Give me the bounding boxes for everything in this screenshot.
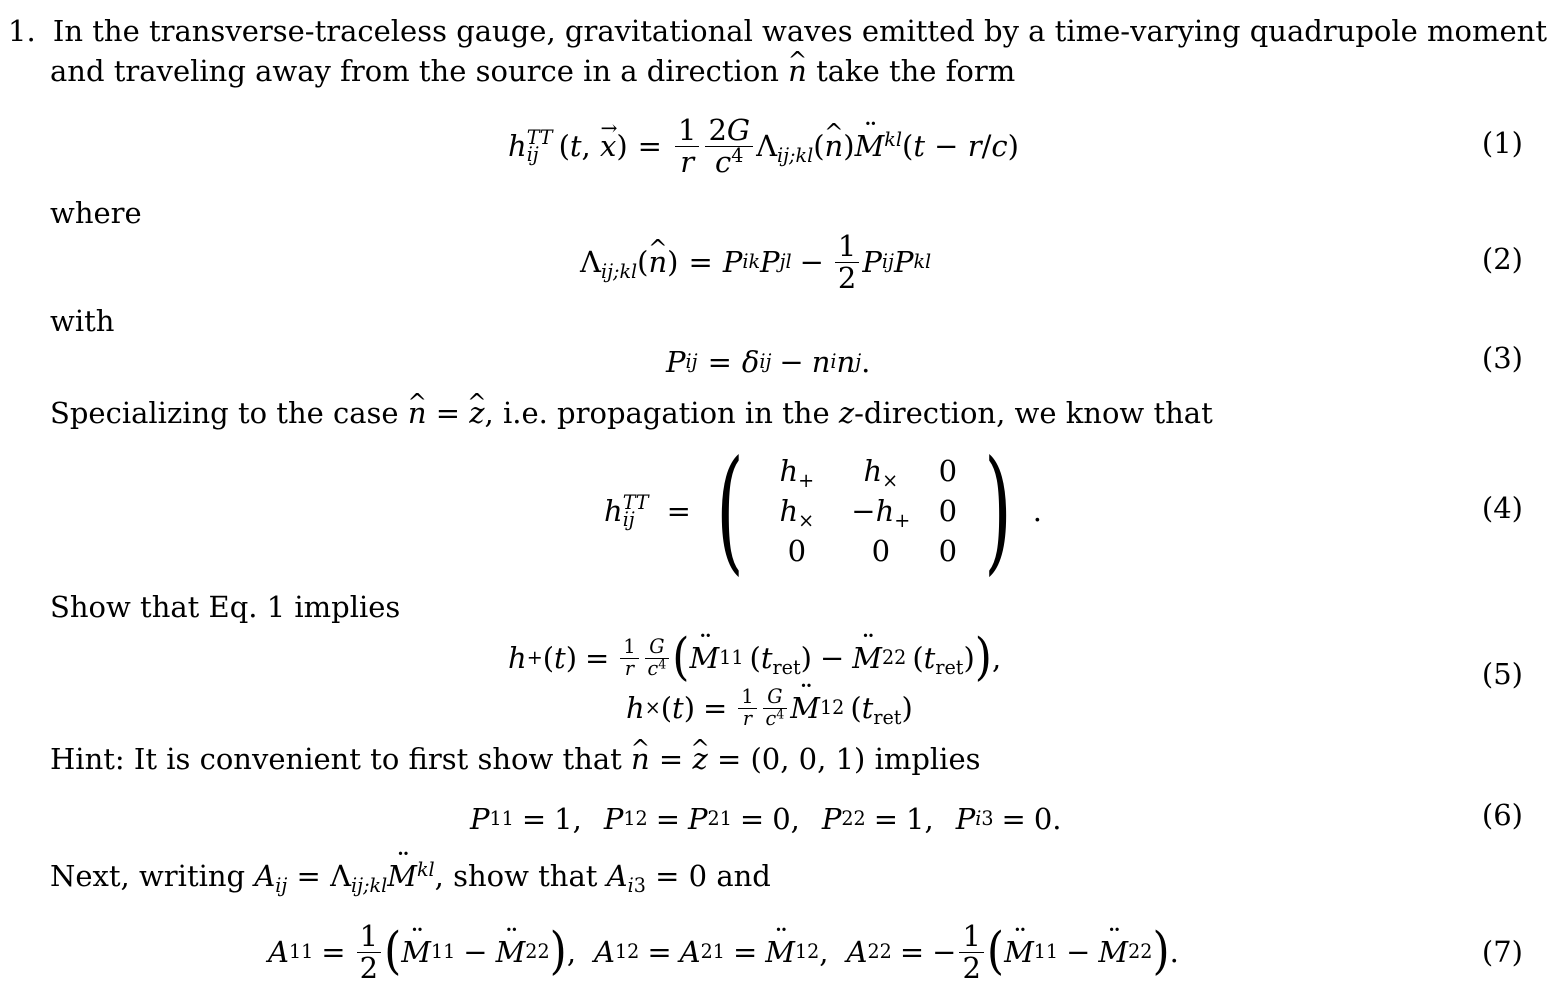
problem-number: 1. xyxy=(8,14,36,48)
next-part-1: Next, writing xyxy=(50,859,246,893)
intro-line-2b: take the form xyxy=(816,54,1016,88)
hint-text: Hint: It is convenient to first show that ^ n = ^ z = (0, 0, 1) implies xyxy=(50,739,981,779)
hint-part-2: implies xyxy=(874,742,981,776)
equation-number-4: (4) xyxy=(1481,491,1523,525)
equation-number-5: (5) xyxy=(1481,657,1523,691)
equation-5-line-2: h × ( t ) = $\frac{1}{r}$ $\frac{G}{c^4}$ ¨ M 12 $(t_{ret})$ xyxy=(626,685,913,731)
equation-number-2: (2) xyxy=(1481,242,1523,276)
equation-number-1: (1) xyxy=(1481,126,1523,160)
equation-number-3: (3) xyxy=(1481,341,1523,375)
next-text: Next, writing $A_{ij}$ = $\Lambda_{ij;kl}¨$ $M^{kl}$, show that $A_{i3} = 0$ and xyxy=(50,856,771,896)
hint-part-1: Hint: It is convenient to first show that xyxy=(50,742,622,776)
equation-2: $\Lambda_{ij;kl}(\^{}$ n) = P ik P jl − $\frac{1}{2}$ P ij P kl xyxy=(580,222,931,302)
h-tt-matrix: ( $h_+$ $h_\times$ 0 $h_\times$ $-h_+$ 0 0 0 0 ) xyxy=(716,432,1012,589)
equation-7: A 11 = $\frac{1}{2}$ ( ¨ M 11 − ¨ M 22 ) , A 12 = A 21 = ¨ M 12 , A 22 = − $\frac{1}{2}$ ( ¨ M 11 − ¨ M 22 ) . xyxy=(268,912,1179,992)
with-label: with xyxy=(50,304,115,338)
equation-1: h TT ij (t, → x) = $\frac{1}{r}$ $\frac{2G}{c^4}$ $\Lambda_{ij;kl}(\^{}$ n)¨ $M^{kl}(t - r/c)$ xyxy=(508,106,1019,186)
intro-line-1: In the transverse-traceless gauge, gravitational waves emitted by a time-varying quadrupole moment xyxy=(52,14,1547,48)
where-label: where xyxy=(50,196,142,230)
show-that-text: Show that Eq. 1 implies xyxy=(50,590,401,624)
specializing-part-2: , i.e. propagation in the xyxy=(484,396,830,430)
intro-line-2a: and traveling away from the source in a direction xyxy=(50,54,779,88)
intro-line-2-row: and traveling away from the source in a direction ^ n take the form xyxy=(50,51,1015,91)
equation-5-line-1: h + ( t ) = $\frac{1}{r}$ $\frac{G}{c^4}$ ( ¨ M 11 $(t_{ret})$ − ¨ M 22 $(t_{ret})$ ) , xyxy=(508,630,1001,686)
specializing-part-3: -direction, we know that xyxy=(854,396,1213,430)
equation-number-6: (6) xyxy=(1481,798,1523,832)
next-part-2: , show that xyxy=(434,859,598,893)
next-part-3: and xyxy=(716,859,771,893)
equation-4: h TT ij = ( $h_+$ $h_\times$ 0 $h_\times$ $-h_+$ 0 0 0 0 ) . xyxy=(604,432,1042,589)
specializing-part-1: Specializing to the case xyxy=(50,396,399,430)
equation-number-7: (7) xyxy=(1481,935,1523,969)
specializing-text: Specializing to the case ^ n = ^ z, i.e. propagation in the z-direction, we know that xyxy=(50,393,1213,433)
equation-6: P 11 = 1, P 12 = P 21 = 0, P 22 = 1, P i3 = 0. xyxy=(470,802,1062,836)
problem-intro xyxy=(8,11,1547,51)
equation-3: P ij = δ ij − n i n j . xyxy=(666,345,871,379)
